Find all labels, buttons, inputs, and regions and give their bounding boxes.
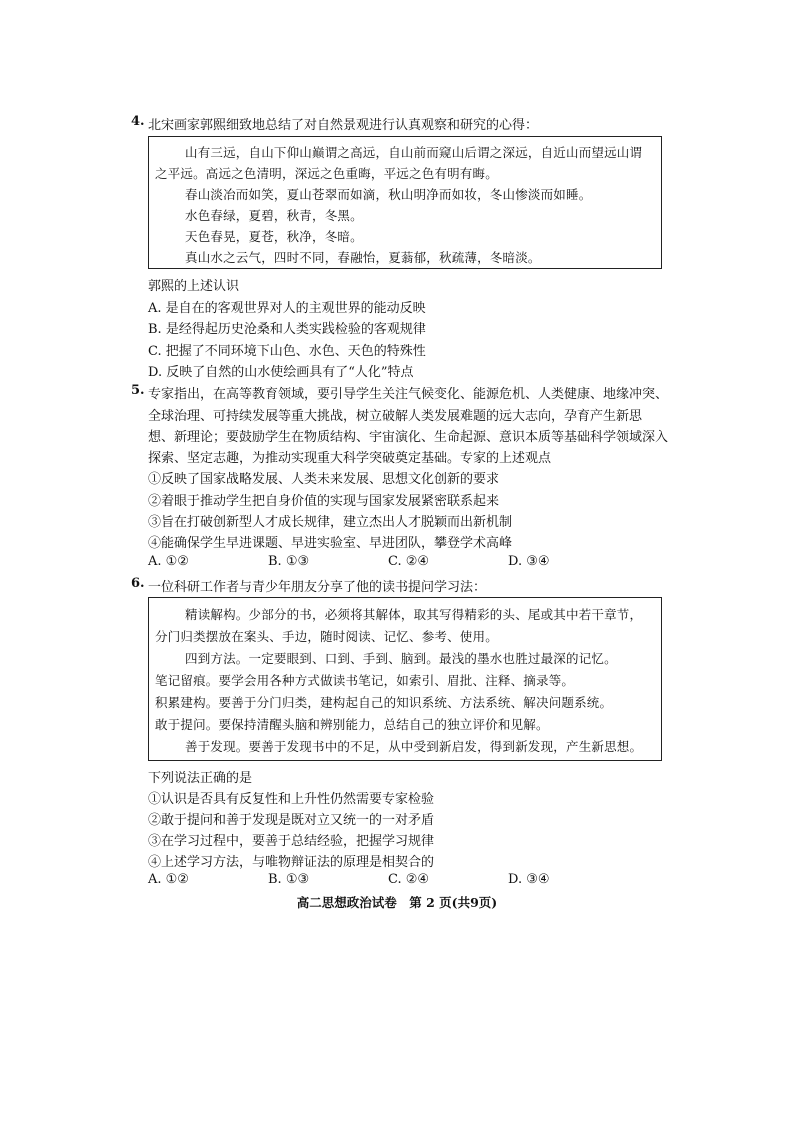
quote-line: 山有三远，自山下仰山巅谓之高远，自山前而窥山后谓之深远，自近山而望远山谓 (185, 145, 643, 160)
choice-b: B. ①③ (268, 872, 310, 887)
question-5-line: 探索、坚定志趣，为推动实现重大科学突破奠定基础。专家的上述观点 (148, 451, 552, 466)
question-6-quote-box (148, 597, 662, 761)
quote-line: 笔记留痕。要学会用各种方式做读书笔记，如索引、眉批、注释、摘录等。 (155, 673, 575, 688)
quote-line: 积累建构。要善于分门归类，建构起自己的知识系统、方法系统、解决问题系统。 (155, 695, 613, 710)
statement-2: ②着眼于推动学生把自身价值的实现与国家发展紧密联系起来 (148, 494, 500, 509)
quote-line: 之平远。高远之色清明，深远之色重晦，平远之色有明有晦。 (155, 166, 498, 181)
question-5-line: 专家指出，在高等教育领域，要引导学生关注气候变化、能源危机、人类健康、地缘冲突、 (148, 387, 669, 402)
choice-d: D. ③④ (508, 554, 550, 569)
statement-1: ①认识是否具有反复性和上升性仍然需要专家检验 (148, 792, 435, 807)
choice-a: A. ①② (148, 554, 189, 569)
option-d: D. 反映了自然的山水使绘画具有了“人化”特点 (148, 365, 414, 380)
quote-line: 敢于提问。要保持清醒头脑和辨别能力，总结自己的独立评价和见解。 (155, 717, 549, 732)
question-4-number: 4. (131, 114, 145, 129)
quote-line: 分门归类摆放在案头、手边，随时阅读、记忆、参考、使用。 (155, 629, 498, 644)
choice-a: A. ①② (148, 872, 189, 887)
statement-3: ③在学习过程中，要善于总结经验，把握学习规律 (148, 834, 435, 849)
question-6-number: 6. (131, 576, 145, 591)
question-4-quote-box (148, 136, 662, 269)
question-5-line: 想、新理论；要鼓励学生在物质结构、宇宙演化、生命起源、意识本质等基础科学领域深入 (148, 430, 669, 445)
option-c: C. 把握了不同环境下山色、水色、天色的特殊性 (148, 344, 426, 359)
statement-1: ①反映了国家战略发展、人类未来发展、思想文化创新的要求 (148, 472, 500, 487)
quote-line: 真山水之云气，四时不同，春融怡，夏蓊郁，秋疏薄，冬暗淡。 (185, 250, 541, 265)
quote-line: 四到方法。一定要眼到、口到、手到、脑到。最浅的墨水也胜过最深的记忆。 (185, 651, 617, 666)
question-4-stem: 北宋画家郭熙细致地总结了对自然景观进行认真观察和研究的心得： (148, 118, 539, 133)
statement-4: ④上述学习方法，与唯物辩证法的原理是相契合的 (148, 855, 435, 870)
option-b: B. 是经得起历史沧桑和人类实践检验的客观规律 (148, 322, 426, 337)
question-5-line: 全球治理、可持续发展等重大挑战，树立破解人类发展难题的远大志向，孕育产生新思 (148, 409, 643, 424)
choice-d: D. ③④ (508, 872, 550, 887)
choice-c: C. ②④ (388, 554, 430, 569)
quote-line: 天色春晃，夏苍，秋净，冬暗。 (185, 229, 363, 244)
statement-2: ②敢于提问和善于发现是既对立又统一的一对矛盾 (148, 813, 435, 828)
quote-line: 春山淡冶而如笑，夏山苍翠而如滴，秋山明净而如妆，冬山惨淡而如睡。 (185, 187, 592, 202)
statement-3: ③旨在打破创新型人才成长规律，建立杰出人才脱颖而出新机制 (148, 515, 513, 530)
question-4-prompt: 郭熙的上述认识 (148, 279, 240, 294)
page-footer: 高二思想政治试卷 第 2 页(共9页) (296, 895, 498, 910)
choice-b: B. ①③ (268, 554, 310, 569)
statement-4: ④能确保学生早进课题、早进实验室、早进团队，攀登学术高峰 (148, 536, 513, 551)
quote-line: 善于发现。要善于发现书中的不足，从中受到新启发，得到新发现，产生新思想。 (185, 739, 643, 754)
choice-c: C. ②④ (388, 872, 430, 887)
question-6-prompt: 下列说法正确的是 (148, 771, 253, 786)
quote-line: 精读解构。少部分的书，必须将其解体，取其写得精彩的头、尾或其中若干章节， (185, 607, 643, 622)
quote-line: 水色春绿，夏碧，秋青，冬黑。 (185, 208, 363, 223)
option-a: A. 是自在的客观世界对人的主观世界的能动反映 (148, 301, 426, 316)
question-6-stem: 一位科研工作者与青少年朋友分享了他的读书提问学习法： (148, 580, 487, 595)
question-5-number: 5. (131, 383, 145, 398)
